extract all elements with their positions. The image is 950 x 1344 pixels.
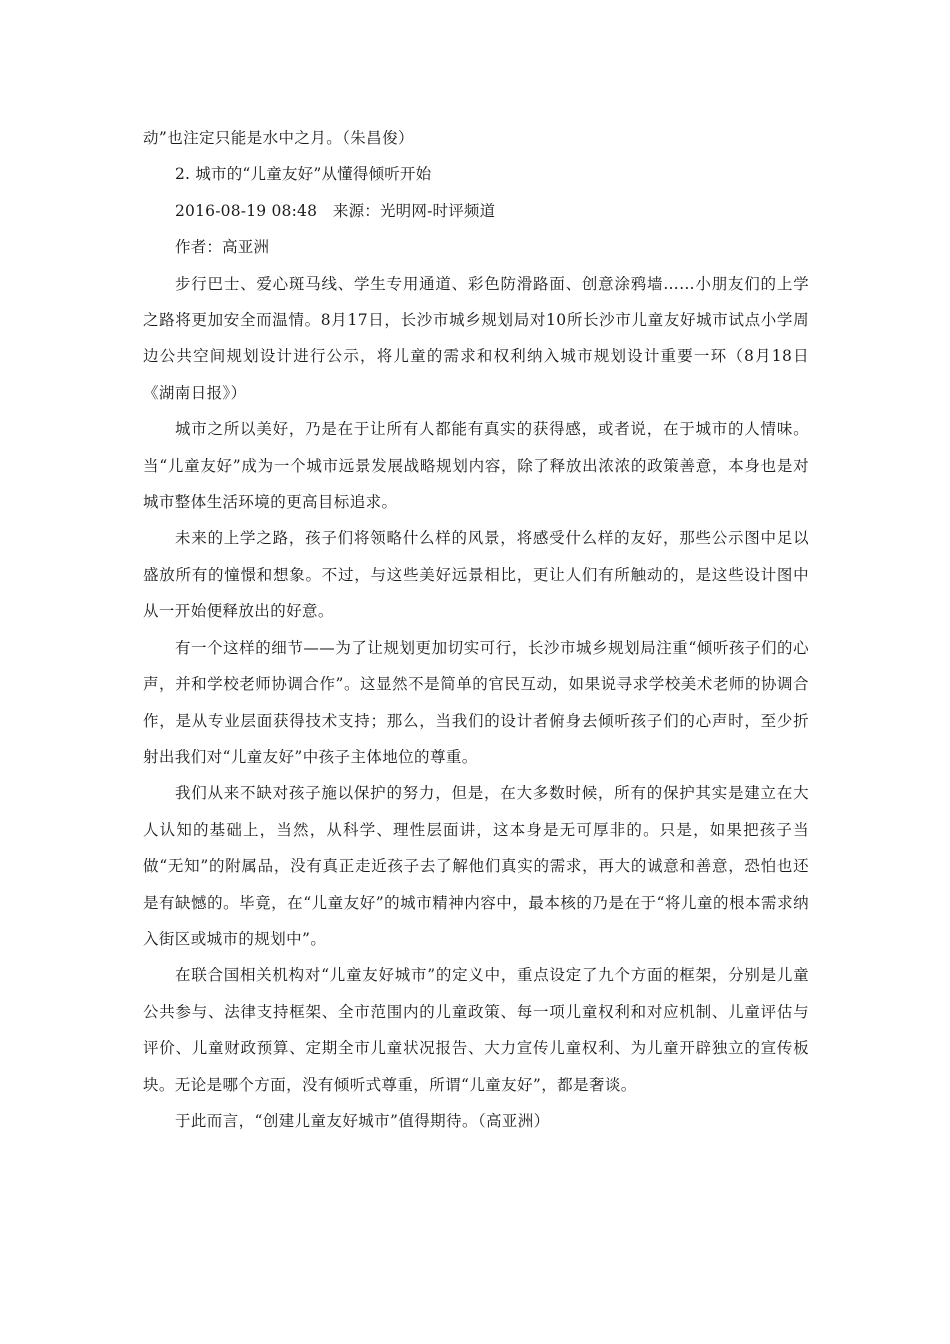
article-heading: 2. 城市的“儿童友好”从懂得倾听开始: [175, 165, 432, 184]
body-paragraph: 在联合国相关机构对“儿童友好城市”的定义中，重点设定了九个方面的框架，分别是儿童公共参与、法律支持框架、全市范围内的儿童政策、每一项儿童权利和对应机制、儿童评估与评价、儿童财政预算、定期全市儿童状况报告、大力宣传儿童权利、为儿童开辟独立的宣传板块。无论是哪个方面，没有倾听式尊重，所谓“儿童友好”，都是奢谈。: [143, 966, 809, 1094]
closing-paragraph: 于此而言，“创建儿童友好城市”值得期待。（高亚洲）: [175, 1111, 550, 1130]
byline-date-source: 2016-08-19 08:48 来源：光明网-时评频道: [175, 201, 496, 220]
document-page: [143, 120, 809, 1139]
body-paragraph: 我们从来不缺对孩子施以保护的努力，但是，在大多数时候，所有的保护其实是建立在大人认知的基础上，当然，从科学、理性层面讲，这本身是无可厚非的。只是，如果把孩子当做“无知”的附属品，没有真正走近孩子去了解他们真实的需求，再大的诚意和善意，恐怕也还是有缺憾的。毕竟，在“儿童友好”的城市精神内容中，最本核的乃是在于“将儿童的根本需求纳入街区或城市的规划中”。: [143, 784, 809, 948]
body-paragraph: 城市之所以美好，乃是在于让所有人都能有真实的获得感，或者说，在于城市的人情味。当“儿童友好”成为一个城市远景发展战略规划内容，除了释放出浓浓的政策善意，本身也是对城市整体生活环境的更高目标追求。: [143, 420, 809, 512]
author-line: 作者：高亚洲: [175, 238, 270, 257]
continuation-line: 动”也注定只能是水中之月。（朱昌俊）: [143, 129, 414, 147]
body-paragraph: 未来的上学之路，孩子们将领略什么样的风景，将感受什么样的友好，那些公示图中足以盛放所有的憧憬和想象。不过，与这些美好远景相比，更让人们有所触动的，是这些设计图中从一开始便释放出的好意。: [143, 529, 809, 621]
body-paragraph: 步行巴士、爱心斑马线、学生专用通道、彩色防滑路面、创意涂鸦墙……小朋友们的上学之路将更加安全而温情。8月17日，长沙市城乡规划局对10所长沙市儿童友好城市试点小学周边公共空间规划设计进行公示，将儿童的需求和权利纳入城市规划设计重要一环（8月18日《湖南日报》）: [143, 274, 809, 402]
body-paragraph: 有一个这样的细节——为了让规划更加切实可行，长沙市城乡规划局注重“倾听孩子们的心声，并和学校老师协调合作”。这显然不是简单的官民互动，如果说寻求学校美术老师的协调合作，是从专业层面获得技术支持；那么，当我们的设计者俯身去倾听孩子们的心声时，至少折射出我们对“儿童友好”中孩子主体地位的尊重。: [143, 638, 809, 766]
